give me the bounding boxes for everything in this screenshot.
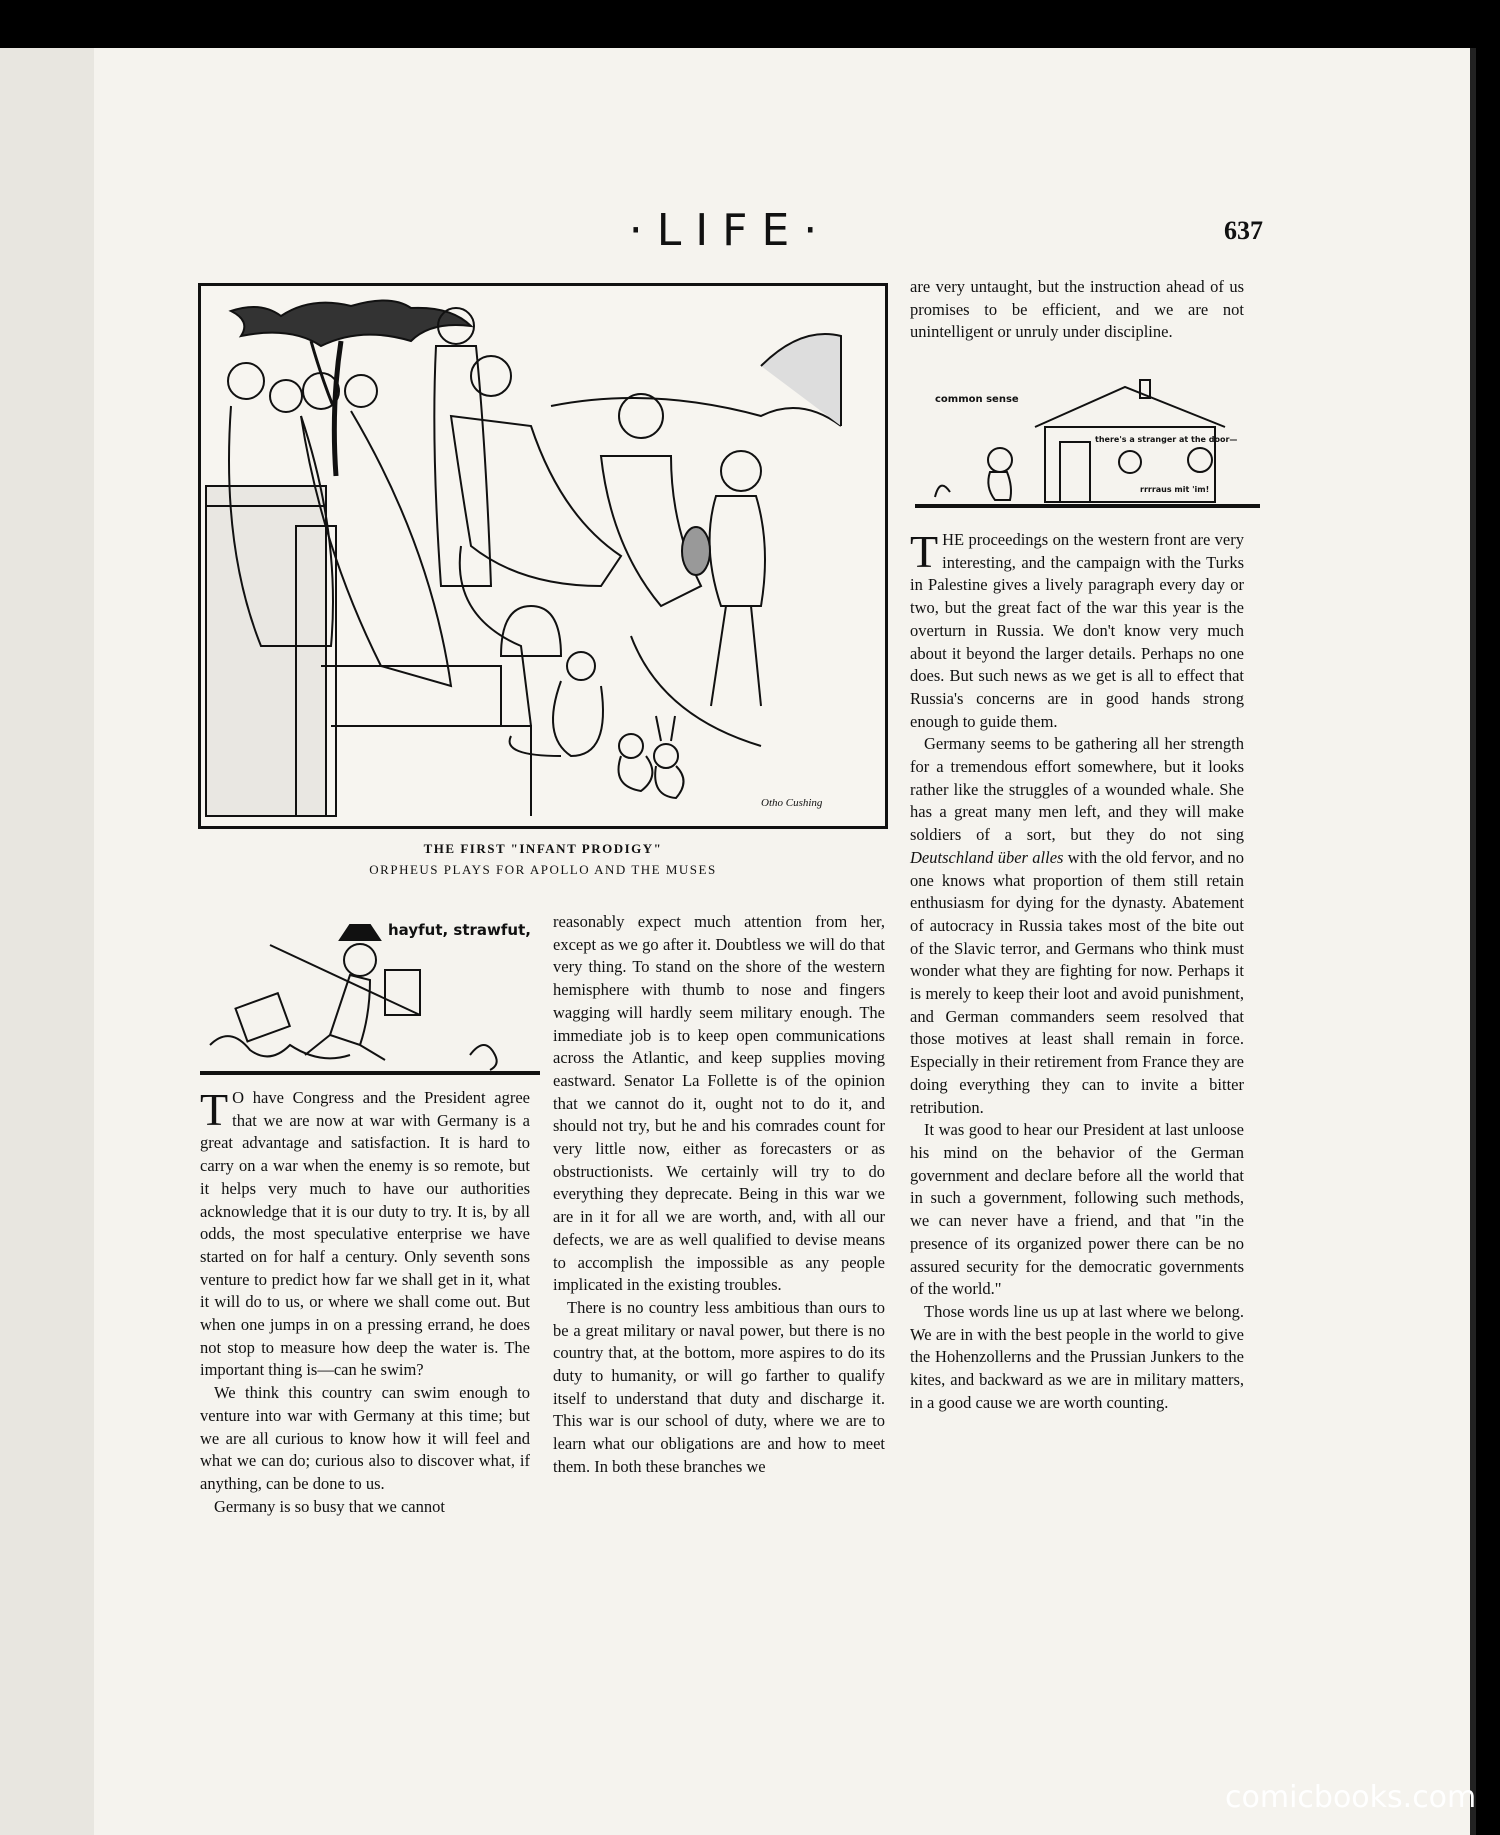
column3-paragraph-0: are very untaught, but the instruction ahead of us promises to be efficient, and we are not unintelligent or unruly under discipline. — [910, 277, 1244, 342]
cartoon-uncle-sam-drawing — [200, 905, 540, 1075]
cartoon-common-sense-drawing — [915, 372, 1260, 510]
article-column-2 — [553, 911, 885, 1479]
column3-paragraph-3: It was good to hear our President at last unloose his mind on the behavior of the German government and declare before all the world that in such a government, following such methods, we can never have a friend, and that "in the presence of its organized power there can be no assured security for the democratic governments of the world." — [910, 1120, 1244, 1299]
column2-paragraph-1: reasonably expect much attention from her, except as we go after it. Doubtless we will do that very thing. To stand on the shore of the western hemisphere with thumb to nose and fingers wagging will hardly seem military enough. The immediate job is to keep open communications across the Atlantic, and keep supplies moving eastward. Senator La Follette is of the opinion that we cannot do it, ought not to do it, and should not try, but he and his comrades count for very little now, either as forecasters or as obstructionists. We certainly will try to do everything they deprecate. Being in this war we are in it for all we are worth, and, with all our defects, we are as well qualified to devise means to accomplish the impossible as any people implicated in the existing troubles. — [553, 912, 885, 1295]
article-column-1 — [200, 1084, 530, 1518]
dropcap: T — [200, 1084, 229, 1135]
illustration-orpheus — [198, 283, 888, 829]
column1-paragraph-3: Germany is so busy that we cannot — [214, 1496, 445, 1516]
column3-paragraph-1 — [910, 526, 1244, 733]
column1-paragraph-2: We think this country can swim enough to venture into war with Germany at this time; but we are all curious to know how it will feel and what we can do; curious also to discover what, if anything, can be done to us. — [200, 1383, 530, 1493]
cartoon-uncle-sam — [200, 905, 540, 1075]
cartoon-label-stranger: there's a stranger at the door— — [1095, 435, 1238, 444]
column3-paragraph-2 — [910, 733, 1244, 1119]
caption-subtitle: ORPHEUS PLAYS FOR APOLLO AND THE MUSES — [369, 862, 717, 877]
cartoon-common-sense — [915, 372, 1260, 510]
illustration-caption — [198, 838, 888, 880]
page-number: 637 — [1224, 216, 1263, 245]
article-column-3 — [910, 526, 1245, 1414]
masthead-title: ·LIFE· — [628, 205, 832, 256]
column1-paragraph-1-text: O have Congress and the President agree that we are now at war with Germany is a great advantage and satisfaction. It is hard to carry on a war when the enemy is so remote, but it helps very much to have our authorities acknowledge that it is our duty to try. It is, by all odds, the most speculative enterprise we have started on for half a century. Only seventh sons venture to predict how far we shall get in it, what it will do to us, or where we shall come out. But when one jumps in on a pressing errand, he does not stop to measure how deep the water is. The important thing is—can he swim? — [200, 1088, 530, 1380]
cartoon-speech: hayfut, strawfut, — [388, 921, 531, 939]
column2-paragraph-2: There is no country less ambitious than ours to be a great military or naval power, but there is no country that, at the bottom, more aspires to do its duty to humanity, or will go farther to qualify itself to understand that duty and discharge it. This war is our school of duty, where we are to learn what our obligations are and how to meet them. In both these branches we — [553, 1297, 885, 1476]
column3-paragraph-2-a: Germany seems to be gathering all her strength for a tremendous effort somewhere, but it looks rather like the struggles of a wounded whale. She has a great many men left, and they will make soldiers of a sort, but they do not sing — [910, 734, 1244, 845]
cartoon-label-common-sense: common sense — [935, 394, 1019, 405]
artist-signature: Otho Cushing — [761, 797, 823, 809]
dropcap: T — [910, 526, 939, 577]
facing-page-edge — [0, 48, 100, 1835]
column3-paragraph-2-b: with the old fervor, and no one knows what proportion of them still retain enthusiasm for dying for the dynasty. Abatement of autocracy in Russia takes most of the bite out of the Slavic terror, and Germans who think must wonder what they are fighting for now. Perhaps it is merely to keep their loot and avoid punishment, and German commanders seem resolved that those motives at least shall remain in force. Especially in their retirement from France they are doing everything they can to invite a bitter retribution. — [910, 847, 1245, 1117]
cartoon-label-raus: rrrraus mit 'im! — [1140, 485, 1210, 494]
deutschland-italic: Deutschland über alles — [910, 847, 1064, 867]
page-edge-shadow — [1470, 48, 1476, 1835]
site-watermark: comicbooks.com — [1225, 1780, 1477, 1815]
column3-paragraph-1-text: HE proceedings on the western front are very interesting, and the campaign with the Turks in Palestine gives a lively paragraph every day or two, but the great fact of the war this year is the overturn in Russia. We don't know very much about it beyond the larger details. Perhaps no one does. But such news as we get is all to effect that Russia's concerns are in good hands strong enough to guide them. — [910, 530, 1244, 731]
illustration-drawing — [201, 286, 885, 826]
caption-title: THE FIRST "INFANT PRODIGY" — [423, 841, 663, 856]
column3-paragraph-4: Those words line us up at last where we belong. We are in with the best people in the world to give the Hohenzollerns and the Prussian Junkers to the kites, and backward as we are in military matters, in a good cause we are worth counting. — [910, 1301, 1244, 1412]
column1-paragraph-1 — [200, 1084, 530, 1382]
article-column-3-top — [910, 276, 1244, 344]
